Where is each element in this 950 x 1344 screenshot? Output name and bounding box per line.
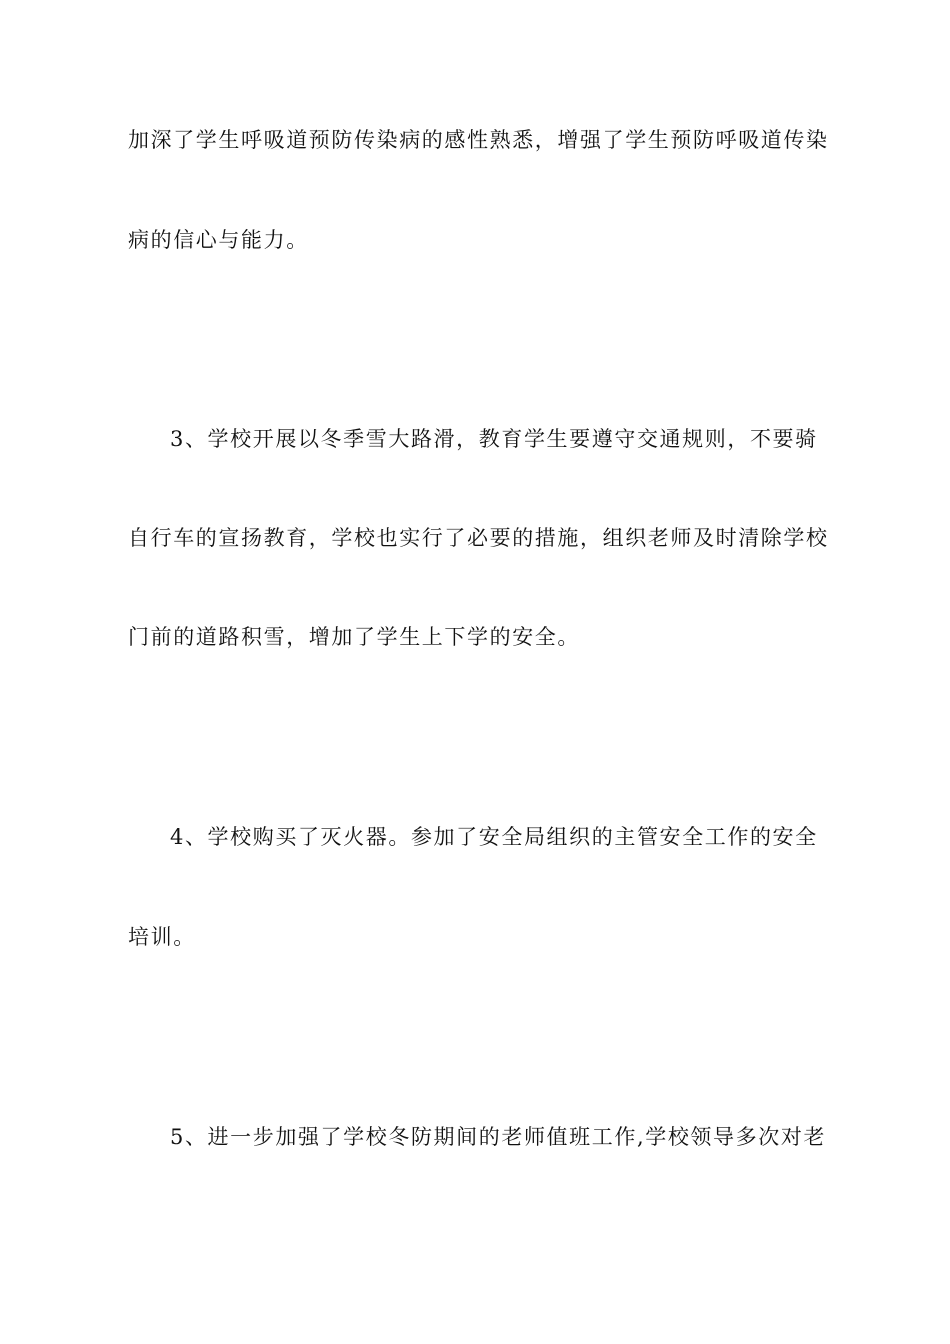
paragraph-2-line-3: 门前的道路积雪，增加了学生上下学的安全。: [128, 625, 580, 649]
paragraph-3-line-2: 培训。: [128, 925, 196, 949]
paragraph-1-line-2: 病的信心与能力。: [128, 228, 309, 252]
paragraph-1-line-1: 加深了学生呼吸道预防传染病的感性熟悉，增强了学生预防呼吸道传染: [128, 128, 829, 152]
paragraph-2-line-2: 自行车的宣扬教育，学校也实行了必要的措施，组织老师及时清除学校: [128, 526, 829, 550]
paragraph-4-line-1: 5、进一步加强了学校冬防期间的老师值班工作,学校领导多次对老: [170, 1125, 827, 1149]
paragraph-3-line-1: 4、学校购买了灭火器。参加了安全局组织的主管安全工作的安全: [170, 825, 818, 849]
paragraph-2-line-1: 3、学校开展以冬季雪大路滑，教育学生要遵守交通规则，不要骑: [170, 427, 818, 451]
